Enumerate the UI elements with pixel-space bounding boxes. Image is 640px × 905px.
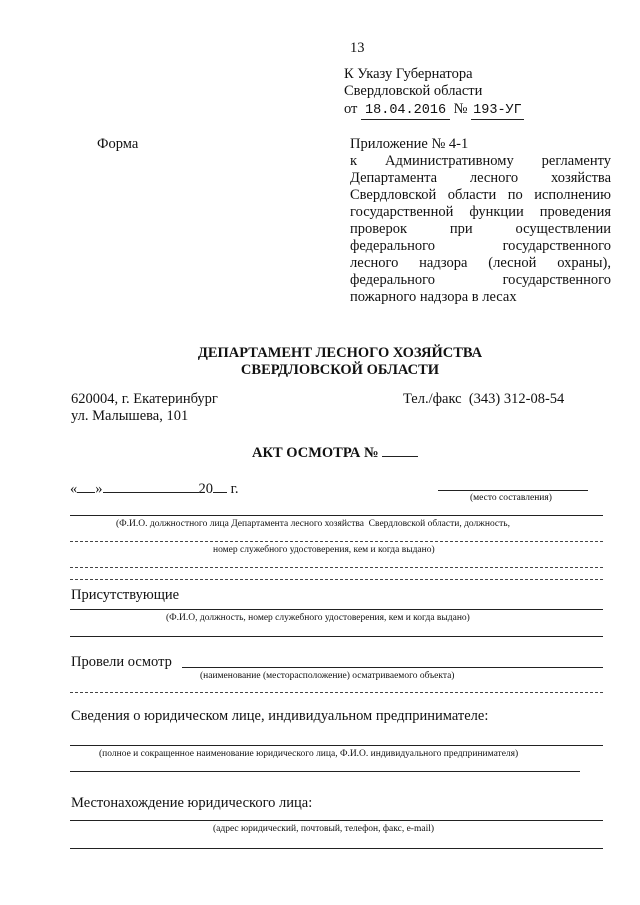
appendix-line: Департамента лесного хозяйства bbox=[350, 170, 611, 186]
decree-number: 193-УГ bbox=[473, 103, 522, 118]
appendix-last-line: пожарного надзора в лесах bbox=[350, 289, 517, 305]
address-caption: (адрес юридический, почтовый, телефон, факс, e-mail) bbox=[213, 824, 435, 834]
legal-info-label: Сведения о юридическом лице, индивидуальном предпринимателе: bbox=[71, 708, 489, 724]
appendix-line: федерального государственного bbox=[350, 272, 611, 288]
date-field bbox=[70, 481, 239, 498]
appendix-line: к Административному регламенту bbox=[350, 153, 611, 169]
date-prefix: от bbox=[344, 101, 358, 117]
legal-name-field[interactable] bbox=[70, 745, 603, 746]
address-line-2: ул. Малышева, 101 bbox=[71, 408, 189, 424]
object-caption: (наименование (месторасположение) осматриваемого объекта) bbox=[200, 671, 455, 681]
page-number: 13 bbox=[350, 40, 365, 56]
department-address bbox=[71, 391, 218, 425]
department-title bbox=[100, 345, 580, 379]
certificate-caption: номер служебного удостоверения, кем и когда выдано) bbox=[213, 545, 435, 555]
official-field-4[interactable] bbox=[70, 579, 603, 580]
appendix-block bbox=[350, 136, 611, 306]
present-label: Присутствующие bbox=[71, 587, 180, 603]
decree-date-line bbox=[344, 101, 614, 120]
appendix-line: федерального государственного bbox=[350, 238, 611, 254]
appendix-title: Приложение № 4-1 bbox=[350, 136, 469, 152]
decree-header bbox=[344, 66, 614, 120]
present-caption: (Ф.И.О, должность, номер служебного удостоверения, кем и когда выдано) bbox=[166, 613, 470, 623]
day-field[interactable] bbox=[77, 492, 95, 493]
present-field-2[interactable] bbox=[70, 636, 603, 637]
legal-name-caption: (полное и сокращенное наименование юридического лица, Ф.И.О. индивидуального предпринимателя) bbox=[99, 749, 519, 759]
form-label: Форма bbox=[97, 136, 139, 152]
act-number-field[interactable] bbox=[382, 456, 418, 457]
location-field-2[interactable] bbox=[70, 848, 603, 849]
appendix-line: лесного надзора (лесной охраны), bbox=[350, 255, 611, 271]
present-field[interactable] bbox=[70, 609, 603, 610]
legal-name-field-2[interactable] bbox=[70, 771, 580, 772]
official-field-3[interactable] bbox=[70, 567, 603, 568]
address-line-1: 620004, г. Екатеринбург bbox=[71, 391, 218, 407]
close-quote: » bbox=[95, 481, 103, 497]
act-title bbox=[252, 445, 418, 462]
number-sign: № bbox=[453, 101, 468, 117]
appendix-line: проверок при осуществлении bbox=[350, 221, 611, 237]
year-prefix: 20 bbox=[198, 481, 213, 497]
official-caption: (Ф.И.О. должностного лица Департамента лесного хозяйства Свердловской области, должность, bbox=[116, 519, 511, 529]
official-field-2[interactable] bbox=[70, 541, 603, 542]
decree-line-1: К Указу Губернатора bbox=[344, 66, 473, 82]
location-field[interactable] bbox=[70, 820, 603, 821]
year-suffix: г. bbox=[230, 481, 239, 497]
month-field[interactable] bbox=[103, 492, 199, 493]
open-quote: « bbox=[70, 481, 78, 497]
decree-date: 18.04.2016 bbox=[361, 102, 450, 120]
inspection-field[interactable] bbox=[182, 667, 603, 668]
department-line-2: СВЕРДЛОВСКОЙ ОБЛАСТИ bbox=[240, 362, 440, 378]
place-caption: (место составления) bbox=[470, 493, 552, 503]
act-title-text: АКТ ОСМОТРА № bbox=[252, 445, 379, 461]
appendix-line: государственной функции проведения bbox=[350, 204, 611, 220]
decree-line-2: Свердловской области bbox=[344, 83, 483, 99]
appendix-line: Свердловской области по исполнению bbox=[350, 187, 611, 203]
department-phone: Тел./факс (343) 312-08-54 bbox=[403, 391, 565, 407]
department-line-1: ДЕПАРТАМЕНТ ЛЕСНОГО ХОЗЯЙСТВА bbox=[197, 345, 483, 361]
official-field[interactable] bbox=[70, 515, 603, 516]
place-field[interactable] bbox=[438, 490, 588, 491]
inspection-field-2[interactable] bbox=[70, 692, 603, 693]
inspection-label: Провели осмотр bbox=[71, 654, 172, 670]
year-field[interactable] bbox=[213, 492, 227, 493]
location-label: Местонахождение юридического лица: bbox=[71, 795, 313, 811]
